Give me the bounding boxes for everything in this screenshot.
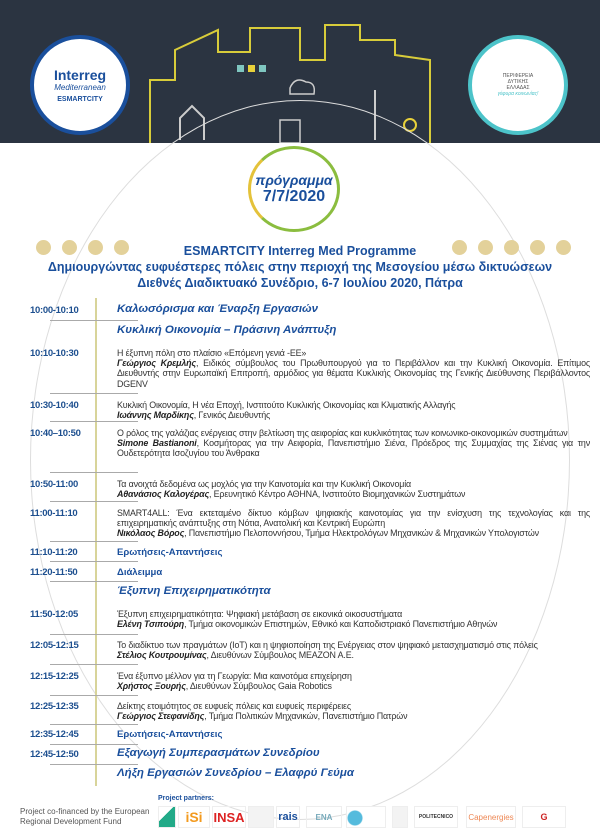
time-slot: 10:00-10:10 [30, 305, 79, 316]
divider [50, 561, 138, 562]
time-slot: 10:50-11:00 [30, 479, 78, 490]
time-slot: 12:45-12:50 [30, 749, 79, 760]
speaker-affiliation: , Τμήμα οικονομικών Επιστημών, Εθνικό και Καποδιστριακό Πανεπιστήμιο Αθηνών [184, 619, 498, 630]
partners-label: Project partners: [158, 795, 215, 802]
divider [50, 724, 138, 725]
divider [50, 472, 138, 473]
session-heading: Διάλειμμα [117, 567, 163, 578]
talk-details [117, 609, 590, 629]
partner-logo [248, 806, 274, 828]
talk-topic: Δείκτης ετοιμότητος σε ευφυείς πόλεις και ευφυείς περιφέρειες [117, 701, 351, 711]
talk-topic: Το διαδίκτυο των πραγμάτων (IoT) και η ψηφιοποίηση της Ενέργειας στον ψηφιακό μετασχηματισμό στις πόλεις [117, 640, 538, 650]
talk-topic: Έξυπνη επιχειρηματικότητα: Ψηφιακή μετάβαση σε εικονικά οικοσυστήματα [117, 609, 403, 619]
speaker-name: Αθανάσιος Καλογέρας [117, 489, 210, 500]
partner-logo: ENA [306, 806, 342, 828]
partner-logo: iSi [178, 806, 210, 828]
divider [50, 664, 138, 665]
talk-details [117, 400, 590, 420]
talk-topic: Η έξυπνη πόλη στο πλαίσιο «Επόμενη γενιά -ΕΕ» [117, 348, 307, 358]
divider [50, 421, 138, 422]
time-slot: 12:35-12:45 [30, 729, 79, 740]
talk-details [117, 671, 590, 691]
divider [50, 393, 138, 394]
speaker-name: Νικόλαος Βόρος [117, 528, 185, 539]
time-slot: 11:10-11:20 [30, 547, 78, 558]
time-slot: 10:10-10:30 [30, 348, 79, 359]
speaker-affiliation: , Κοσμήτορας για την Αειφορία, Πανεπιστήμιο Σιένα, Πρόεδρος της Συμμαχίας της Σιένας για την Ουδετερότητα Ισοζυγίου του Άνθρακα [117, 438, 590, 459]
partner-logo [158, 806, 176, 828]
time-slot: 10:30-10:40 [30, 400, 79, 411]
talk-topic: Ένα έξυπνο μέλλον για τη Γεωργία: Μια καινοτόμα επιχείρηση [117, 671, 352, 681]
speaker-affiliation: , Ερευνητικό Κέντρο ΑΘΗΝΑ, Ινστιτούτο Βιομηχανικών Συστημάτων [209, 489, 466, 500]
divider [50, 744, 138, 745]
speaker-affiliation: , Διευθύνων Σύμβουλος MEAZON A.E. [206, 650, 354, 661]
funding-note: Project co-financed by the European Regional Development Fund [20, 807, 150, 826]
speaker-name: Χρήστος Ξουρής [117, 681, 186, 692]
talk-details [117, 508, 590, 539]
logo-slogan: γέφυρα κοινωνίας! [497, 91, 539, 97]
talk-details [117, 348, 590, 389]
interreg-esmartcity-logo [30, 35, 130, 135]
time-slot: 11:50-12:05 [30, 609, 78, 620]
speaker-affiliation: , Διευθύνων Σύμβουλος Gaia Robotics [185, 681, 332, 692]
logo-project: ESMARTCITY [57, 96, 103, 103]
time-slot: 12:15-12:25 [30, 671, 79, 682]
speaker-affiliation: , Τμήμα Πολιτικών Μηχανικών, Πανεπιστήμιο Πατρών [204, 711, 408, 722]
conference-details: Διεθνές Διαδικτυακό Συνέδριο, 6-7 Ιουλίου 2020, Πάτρα [137, 276, 463, 290]
speaker-name: Γεώργιος Κρεμλής [117, 358, 197, 369]
session-heading: Ερωτήσεις-Απαντήσεις [117, 547, 223, 558]
speaker-name: Simone Bastianoni [117, 438, 197, 449]
time-slot: 11:00-11:10 [30, 508, 78, 519]
logo-line: ΕΛΛΑΔΑΣ [506, 85, 530, 91]
divider [50, 581, 138, 582]
conference-subtitle: Δημιουργώντας ευφυέστερες πόλεις στην περιοχή της Μεσογείου μέσω δικτυώσεων [47, 260, 553, 274]
divider [50, 501, 138, 502]
divider [50, 764, 138, 765]
talk-details [117, 640, 590, 660]
divider [50, 320, 138, 321]
talk-topic: SMART4ALL: Ένα εκτεταμένο δίκτυο κόμβων ψηφιακής καινοτομίας για την ενίσχυση της τεχνολογίας και της επιχειρηματικής ανάπτυξης στη Νότια, Ανατολική και Κεντρική Ευρώπη [117, 508, 590, 529]
partner-logo: G [522, 806, 566, 828]
section-heading: Έξυπνη Επιχειρηματικότητα [117, 585, 271, 597]
session-heading: Εξαγωγή Συμπερασμάτων Συνεδρίου [117, 747, 320, 759]
speaker-name: Ελένη Τσιπούρη [117, 619, 185, 630]
speaker-name: Γεώργιος Στεφανίδης [117, 711, 205, 722]
session-heading: Καλωσόρισμα και Έναρξη Εργασιών [117, 303, 319, 315]
talk-topic: Ο ρόλος της γαλάζιας ενέργειας στην βελτίωση της αειφορίας και κυκλικότητας των κοινωνικο-οικονομικών συστημάτων [117, 428, 568, 438]
time-slot: 12:25-12:35 [30, 701, 79, 712]
partner-logo: Capenergies [466, 806, 516, 828]
partner-logo [392, 806, 408, 828]
section-heading: Κυκλική Οικονομία – Πράσινη Ανάπτυξη [117, 324, 337, 336]
badge-date: 7/7/2020 [262, 188, 326, 205]
time-slot: 11:20-11:50 [30, 567, 78, 578]
logo-brand: Interreg [53, 67, 107, 83]
partner-logo [346, 806, 386, 828]
region-western-greece-logo [468, 35, 568, 135]
conference-title: ESMARTCITY Interreg Med Programme [183, 244, 417, 258]
logo-line: ΔΥΤΙΚΗΣ [507, 79, 529, 85]
time-slot: 12:05-12:15 [30, 640, 79, 651]
section-heading: Λήξη Εργασιών Συνεδρίου – Ελαφρύ Γεύμα [117, 767, 355, 779]
talk-topic: Κυκλική Οικονομία, Η νέα Εποχή, Ινστιτούτο Κυκλικής Οικονομίας και Κλιματικής Αλλαγής [117, 400, 456, 410]
partner-logo: rais [276, 806, 300, 828]
talk-topic: Τα ανοιχτά δεδομένα ως μοχλός για την Καινοτομία και την Κυκλική Οικονομία [117, 479, 411, 489]
logo-line: ΠΕΡΙΦΕΡΕΙΑ [502, 73, 534, 79]
talk-details [117, 701, 590, 721]
timeline-line [95, 298, 97, 786]
badge-label: πρόγραμμα [255, 172, 333, 188]
speaker-name: Στέλιος Κουτρουμίνας [117, 650, 207, 661]
divider [50, 634, 138, 635]
logo-sub: Mediterranean [54, 83, 106, 92]
partner-logo: INSA [212, 806, 246, 828]
speaker-affiliation: , Πανεπιστήμιο Πελοποννήσου, Τμήμα Ηλεκτρολόγων Μηχανικών & Μηχανικών Υπολογιστών [184, 528, 539, 539]
talk-details [117, 428, 590, 459]
speaker-affiliation: , Γενικός Διευθυντής [193, 410, 271, 421]
session-heading: Ερωτήσεις-Απαντήσεις [117, 729, 223, 740]
divider [50, 695, 138, 696]
talk-details [117, 479, 590, 499]
speaker-name: Ιωάννης Μαρδίκης [117, 410, 194, 421]
speaker-affiliation: , Ειδικός σύμβουλος του Πρωθυπουργού για το Περιβάλλον και την Κυκλική Οικονομία. Επίτιμος Διευθυντής στην Ευρωπαϊκή Επιτροπή, αρμόδιος για θέματα Κυκλικής Οικονομίας της Γενικής Διεύθυνσης Περιβάλλοντος DGENV [117, 358, 591, 389]
divider [50, 541, 138, 542]
program-badge [248, 146, 340, 232]
partner-logo: POLITECNICO [414, 806, 458, 828]
time-slot: 10:40–10:50 [30, 428, 81, 439]
